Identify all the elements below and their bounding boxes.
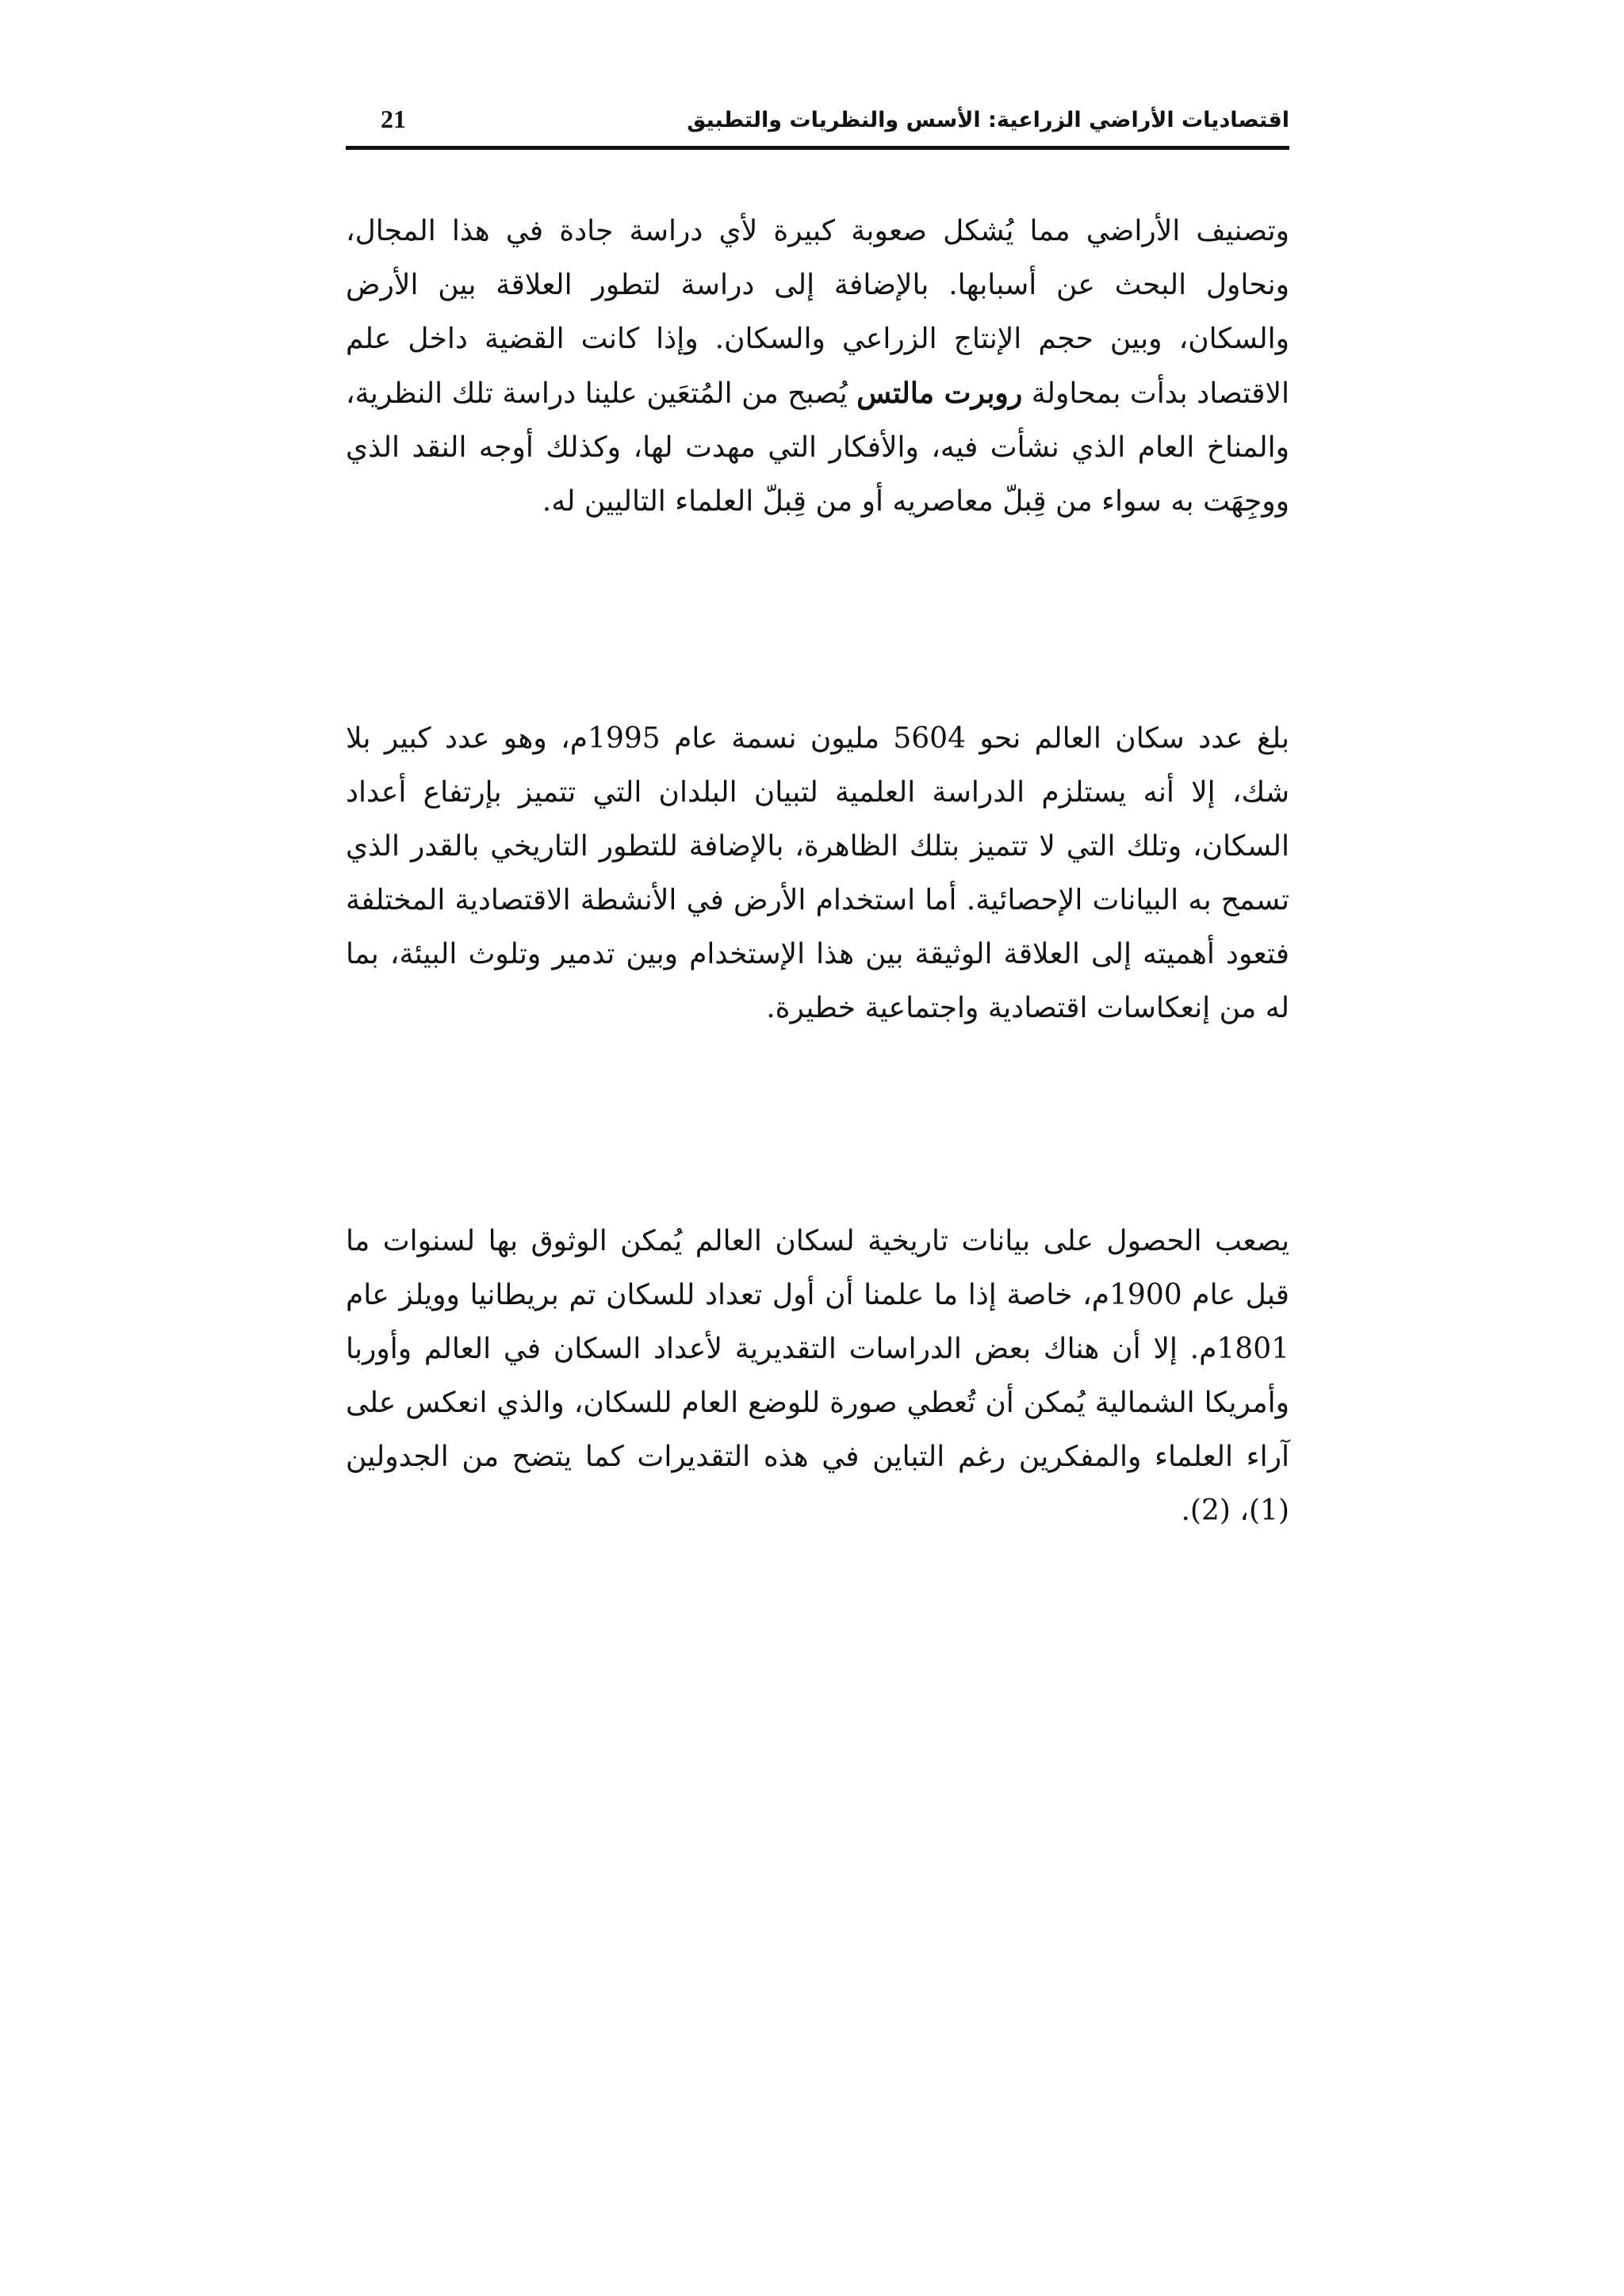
page-header <box>346 101 1289 151</box>
paragraph-2: بلغ عدد سكان العالم نحو 5604 مليون نسمة عام 1995م، وهو عدد كبير بلا شك، إلا أنه يستلزم الدراسة العلمية لتبيان البلدان التي تتميز بإرتفاع أعداد السكان، وتلك التي لا تتميز بتلك الظاهرة، بالإضافة للتطور التاريخي بالقدر الذي تسمح به البيانات الإحصائية. أما استخدام الأرض في الأنشطة الاقتصادية المختلفة فتعود أهميته إلى العلاقة الوثيقة بين هذا الإستخدام وبين تدمير وتلوث البيئة، بما له من إنعكاسات اقتصادية واجتماعية خطيرة. <box>346 722 1290 1024</box>
running-title: اقتصاديات الأراضي الزراعية: الأسس والنظريات والتطبيق <box>687 108 1289 132</box>
header-divider <box>346 146 1289 150</box>
paragraph-1-text-end: يُصبح من المُتعَين علينا دراسة تلك النظرية، والمناخ العام الذي نشأت فيه، والأفكار التي مهدت لها، وكذلك أوجه النقد الذي ووجِهَت به سواء من قِبلّ معاصريه أو من قِبلّ العلماء التاليين له. <box>346 377 1289 518</box>
page-number: 21 <box>381 105 406 133</box>
paragraph-1-text-start: وتصنيف الأراضي مما يُشكل صعوبة كبيرة لأي دراسة جادة في هذا المجال، ونحاول البحث عن أسبابها. بالإضافة إلى دراسة لتطور العلاقة بين الأرض والسكان، وبين حجم الإنتاج الزراعي والسكان. وإذا كانت القضية داخل علم الاقتصاد بدأت بمحاولة <box>346 215 1290 410</box>
paragraph-1 <box>346 205 1289 529</box>
author-name-malthus: روبرت مالتس <box>856 377 1023 410</box>
paragraph-3: يصعب الحصول على بيانات تاريخية لسكان العالم يُمكن الوثوق بها لسنوات ما قبل عام 1900م، خاصة إذا ما علمنا أن أول تعداد للسكان تم بريطانيا وويلز عام 1801م. إلا أن هناك بعض الدراسات التقديرية لأعداد السكان في العالم وأوربا وأمريكا الشمالية يُمكن أن تُعطي صورة للوضع العام للسكان، والذي انعكس على آراء العلماء والمفكرين رغم التباين في هذه التقديرات كما يتضح من الجدولين (1)، (2). <box>346 1225 1290 1527</box>
